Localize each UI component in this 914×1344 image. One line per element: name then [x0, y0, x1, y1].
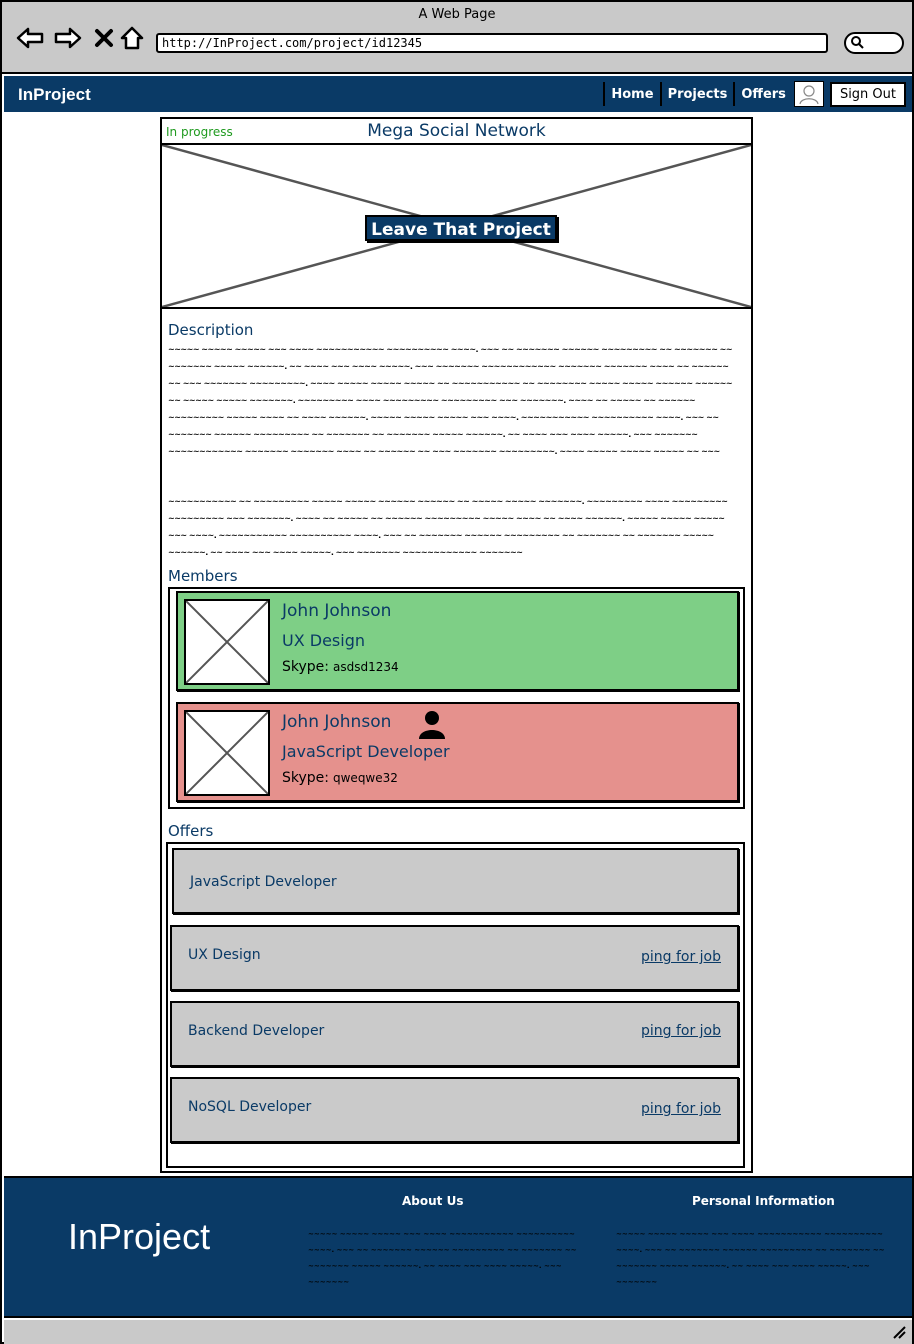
- window-title: A Web Page: [418, 7, 496, 22]
- members-list: [168, 587, 745, 809]
- offers-list: [166, 842, 745, 1168]
- about-us-text: ~~~~~ ~~~~~ ~~~~~ ~~~ ~~~~ ~~~~~~~~~~~ ~~~~~~~~~~ ~~~~. ~~~ ~~ ~~~~~~~ ~~~~~~ ~~~~~~~~~ ~~ ~~~~~~~ ~~ ~~~~~~~ ~~~~~ ~~~~~~. ~~ ~~~~ ~~~ ~~~~ ~~~~~. ~~~ ~~~~~~~: [308, 1230, 577, 1286]
- browser-search-input[interactable]: [844, 32, 904, 54]
- image-placeholder-icon: [186, 712, 268, 794]
- offer-title: NoSQL Developer: [188, 1099, 312, 1115]
- description-paragraph-1: ~~~~~ ~~~~~ ~~~~~ ~~~ ~~~~ ~~~~~~~~~~~ ~~~~~~~~~~ ~~~~. ~~~ ~~ ~~~~~~~ ~~~~~~ ~~~~~~~~~ ~~ ~~~~~~~ ~~ ~~~~~~~ ~~~~~ ~~~~~~. ~~ ~~~~ ~~~ ~~~~ ~~~~~. ~~~ ~~~~~~~ ~~~~~~~~~~~~ ~~~~~~~ ~~~~~~~ ~~~~ ~~ ~~~~~~ ~~ ~~~ ~~~~~~~ ~~~~~~~~~. ~~~~ ~~~~~ ~~~~~ ~~~~~ ~~ ~~~~~~~~~~~ ~~ ~~~~~~~~ ~~~~~ ~~~~~ ~~~~~~ ~~~~~~ ~~ ~~~~~ ~~~~~ ~~~~~~~. ~~~~~~~~~ ~~~~ ~~~~~~~~~ ~~~~~~~~~ ~~~ ~~~~~~~. ~~~~ ~~ ~~~~~ ~~ ~~~~~~ ~~~~~~~~~ ~~~~~ ~~~~ ~~ ~~~~ ~~~~~~. ~~~~~ ~~~~~ ~~~~~ ~~~ ~~~~. ~~~~~~~~~~~ ~~~~~~~~~~ ~~~~. ~~~ ~~ ~~~~~~~ ~~~~~~ ~~~~~~~~~ ~~ ~~~~~~~ ~~ ~~~~~~~ ~~~~~ ~~~~~~. ~~ ~~~~ ~~~ ~~~~ ~~~~~. ~~~ ~~~~~~~ ~~~~~~~~~~~~ ~~~~~~~ ~~~~~~~ ~~~~ ~~ ~~~~~~ ~~ ~~~ ~~~~~~~ ~~~~~~~~~. ~~~~ ~~~~~ ~~~~~ ~~~~~ ~~ ~~~: [168, 345, 733, 456]
- site-header: [4, 76, 912, 112]
- main-nav: [603, 80, 906, 108]
- description-heading: Description: [168, 321, 254, 339]
- browser-toolbar: [2, 2, 912, 74]
- nav-offers-link[interactable]: Offers: [733, 82, 792, 106]
- offer-item[interactable]: [170, 1001, 739, 1067]
- ping-for-job-link[interactable]: ping for job: [640, 949, 721, 965]
- offer-title: Backend Developer: [188, 1023, 325, 1039]
- members-heading: Members: [168, 567, 238, 585]
- skype-value: asdsd1234: [333, 660, 399, 674]
- forward-icon[interactable]: [54, 24, 82, 52]
- skype-value: qweqwe32: [333, 771, 398, 785]
- url-input[interactable]: http://InProject.com/project/id12345: [156, 33, 828, 53]
- member-role: UX Design: [282, 631, 365, 650]
- site-footer: [4, 1176, 912, 1318]
- search-icon: [850, 35, 864, 53]
- member-skype: [282, 770, 398, 786]
- sign-out-button[interactable]: Sign Out: [830, 82, 906, 107]
- personal-info-heading: Personal Information: [692, 1194, 835, 1208]
- member-role: JavaScript Developer: [282, 742, 450, 761]
- member-card[interactable]: [176, 702, 739, 802]
- skype-label: Skype:: [282, 770, 329, 786]
- member-name: John Johnson: [282, 712, 392, 732]
- offer-item[interactable]: [170, 1077, 739, 1143]
- image-placeholder-icon: [186, 601, 268, 683]
- browser-status-bar: [4, 1320, 912, 1344]
- project-panel: [160, 117, 753, 1173]
- member-photo-placeholder: [184, 710, 270, 796]
- stop-icon[interactable]: [90, 24, 118, 52]
- member-photo-placeholder: [184, 599, 270, 685]
- back-icon[interactable]: [16, 24, 44, 52]
- personal-info-text: ~~~~~ ~~~~~ ~~~~~ ~~~ ~~~~ ~~~~~~~~~~~ ~~~~~~~~~~ ~~~~. ~~~ ~~ ~~~~~~~ ~~~~~~ ~~~~~~~~~ ~~ ~~~~~~~ ~~ ~~~~~~~ ~~~~~ ~~~~~~. ~~ ~~~~ ~~~ ~~~~ ~~~~~. ~~~ ~~~~~~~: [616, 1230, 885, 1286]
- member-name: John Johnson: [282, 601, 392, 621]
- project-title: Mega Social Network: [367, 121, 546, 141]
- leave-project-button[interactable]: Leave That Project: [365, 215, 557, 241]
- offer-item[interactable]: [172, 848, 739, 914]
- offer-title: UX Design: [188, 947, 261, 963]
- project-status: In progress: [166, 125, 233, 139]
- project-image-placeholder: [162, 143, 751, 309]
- footer-brand: InProject: [68, 1216, 211, 1257]
- site-brand[interactable]: InProject: [18, 85, 91, 104]
- user-avatar[interactable]: [794, 81, 824, 107]
- offer-item[interactable]: [170, 925, 739, 991]
- member-skype: [282, 659, 399, 675]
- offers-heading: Offers: [168, 822, 214, 840]
- member-card[interactable]: [176, 591, 739, 691]
- user-icon: [418, 710, 446, 744]
- nav-home-link[interactable]: Home: [603, 82, 659, 106]
- nav-projects-link[interactable]: Projects: [660, 82, 734, 106]
- home-icon[interactable]: [118, 24, 146, 52]
- about-us-heading: About Us: [402, 1194, 464, 1208]
- description-paragraph-2: ~~~~~~~~~~~ ~~ ~~~~~~~~~ ~~~~~ ~~~~~ ~~~~~~ ~~~~~~ ~~ ~~~~~ ~~~~~ ~~~~~~~. ~~~~~~~~~ ~~~~ ~~~~~~~~~ ~~~~~~~~~ ~~~ ~~~~~~~. ~~~~ ~~ ~~~~~ ~~ ~~~~~~ ~~~~~~~~~ ~~~~~ ~~~~ ~~ ~~~~ ~~~~~~. ~~~~~ ~~~~~ ~~~~~ ~~~ ~~~~. ~~~~~~~~~~~ ~~~~~~~~~~ ~~~~. ~~~ ~~ ~~~~~~~ ~~~~~~ ~~~~~~~~~ ~~ ~~~~~~~ ~~ ~~~~~~~ ~~~~~ ~~~~~~. ~~ ~~~~ ~~~ ~~~~ ~~~~~. ~~~ ~~~~~~~ ~~~~~~~~~~~~ ~~~~~~~: [168, 497, 728, 557]
- offer-title: JavaScript Developer: [190, 874, 337, 890]
- skype-label: Skype:: [282, 659, 329, 675]
- ping-for-job-link[interactable]: ping for job: [640, 1023, 721, 1039]
- resize-handle-icon[interactable]: [890, 1323, 906, 1343]
- ping-for-job-link[interactable]: ping for job: [640, 1101, 721, 1117]
